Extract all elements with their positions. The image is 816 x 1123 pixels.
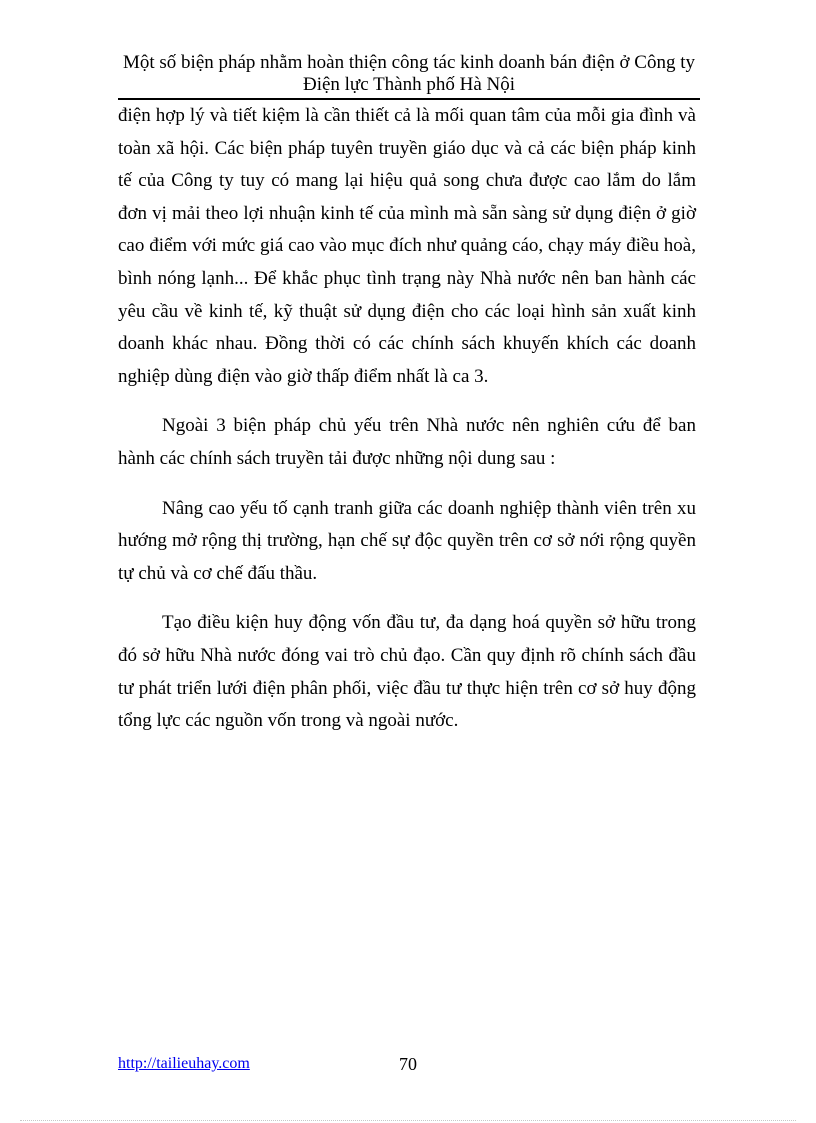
paragraph-3: Nâng cao yếu tố cạnh tranh giữa các doanh nghiệp thành viên trên xu hướng mở rộng thị trường, hạn chế sự độc quyền trên cơ sở nới rộng quyền tự chủ và cơ chế đấu thầu. [118, 497, 696, 584]
page-bottom-edge [20, 1120, 796, 1121]
paragraph-2: Ngoài 3 biện pháp chủ yếu trên Nhà nước nên nghiên cứu để ban hành các chính sách truyền tải được những nội dung sau : [118, 415, 696, 469]
running-header [118, 52, 700, 96]
paragraph-4: Tạo điều kiện huy động vốn đầu tư, đa dạng hoá quyền sở hữu trong đó sở hữu Nhà nước đóng vai trò chủ đạo. Cần quy định rõ chính sách đầu tư phát triển lưới điện phân phối, việc đầu tư thực hiện trên cơ sở huy động tổng lực các nguồn vốn trong và ngoài nước. [118, 612, 696, 732]
footer-website-link[interactable]: http://tailieuhay.com [118, 1055, 250, 1072]
header-line-2: Điện lực Thành phố Hà Nội [302, 74, 516, 95]
header-line-1: Một số biện pháp nhằm hoàn thiện công tác kinh doanh bán điện ở Công ty [122, 52, 696, 73]
paragraph-1: điện hợp lý và tiết kiệm là cần thiết cả là mối quan tâm của mỗi gia đình và toàn xã hội. Các biện pháp tuyên truyền giáo dục và cả các biện pháp kinh tế của Công ty tuy có mang lại hiệu quả song chưa được cao lắm do lắm đơn vị mải theo lợi nhuận kinh tế của mình mà sẵn sàng sử dụng điện ở giờ cao điểm với mức giá cao vào mục đích như quảng cáo, chạy máy điều hoà, bình nóng lạnh... Để khắc phục tình trạng này Nhà nước nên ban hành các yêu cầu về kinh tế, kỹ thuật sử dụng điện cho các loại hình sản xuất kinh doanh khác nhau. Đồng thời có các chính sách khuyến khích các doanh nghiệp dùng điện vào giờ thấp điểm nhất là ca 3. [118, 105, 696, 387]
page-number: 70 [399, 1054, 417, 1074]
body-text [118, 100, 696, 755]
